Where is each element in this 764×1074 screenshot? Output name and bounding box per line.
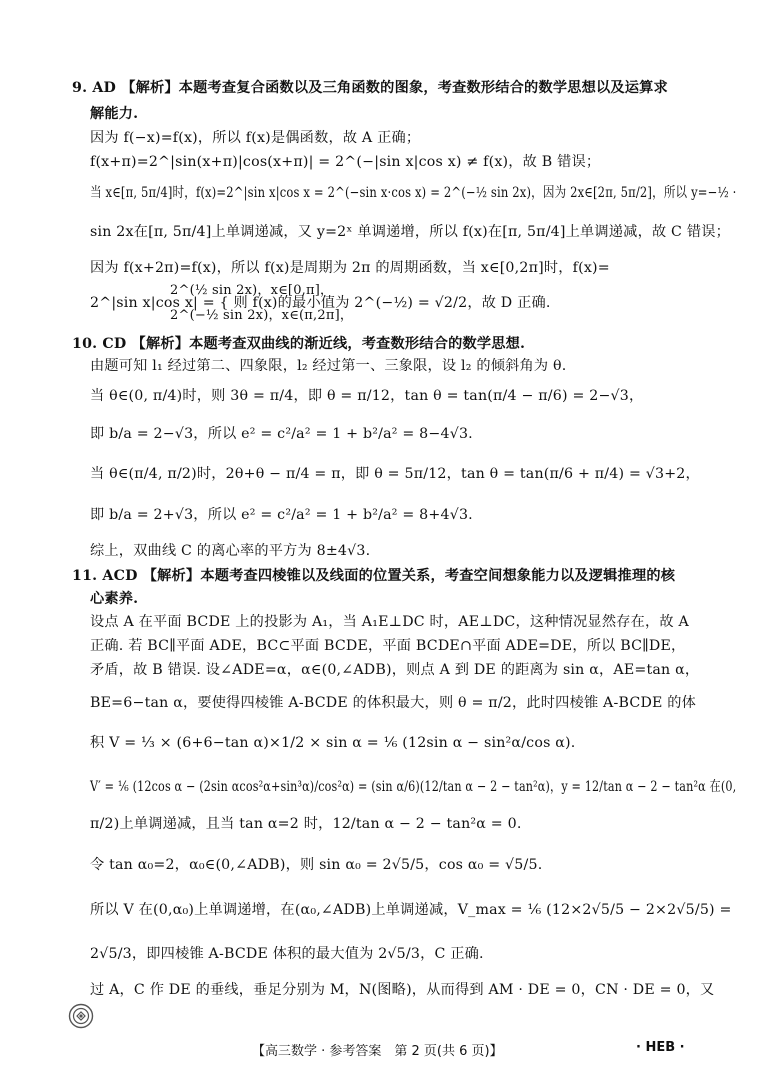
publisher-logo-icon <box>68 1003 94 1029</box>
q9-line-1: 因为 f(−x)=f(x)，所以 f(x)是偶函数，故 A 正确； <box>90 130 421 146</box>
footer-code: · HEB · <box>636 1040 685 1055</box>
q11-heading-cont: 心素养. <box>90 591 139 607</box>
q10-line-5: 即 b/a = 2+√3，所以 e² = c²/a² = 1 + b²/a² = 8+4√3. <box>90 507 473 523</box>
q11-line-2: 正确. 若 BC∥平面 ADE，BC⊂平面 BCDE，平面 BCDE∩平面 ADE=DE，所以 BC∥DE， <box>90 638 686 654</box>
q10-heading: 10. CD 【解析】本题考查双曲线的渐近线，考查数形结合的数学思想. <box>72 336 526 352</box>
q11-line-7: π/2)上单调递减，且当 tan α=2 时，12/tan α − 2 − tan²α = 0. <box>90 816 522 832</box>
q10-line-1: 由题可知 l₁ 经过第二、四象限，l₂ 经过第一、三象限，设 l₂ 的倾斜角为 θ. <box>90 358 567 374</box>
q9-heading-cont: 解能力. <box>90 106 139 122</box>
q11-line-3: 矛盾，故 B 错误. 设∠ADE=α，α∈(0,∠ADB)，则点 A 到 DE 的距离为 sin α，AE=tan α， <box>90 662 700 678</box>
q10-line-3: 即 b/a = 2−√3，所以 e² = c²/a² = 1 + b²/a² = 8−4√3. <box>90 426 473 442</box>
q10-line-6: 综上，双曲线 C 的离心率的平方为 8±4√3. <box>90 543 371 559</box>
q9-piecewise-top: 2^(½ sin 2x)，x∈[0,π]， <box>170 283 334 298</box>
q11-line-1: 设点 A 在平面 BCDE 上的投影为 A₁，当 A₁E⊥DC 时，AE⊥DC，这种情况显然存在，故 A <box>90 614 689 630</box>
q11-line-9: 所以 V 在(0,α₀)上单调递增，在(α₀,∠ADB)上单调递减，V_max = ⅙ (12×2√5/5 − 2×2√5/5) = <box>90 902 732 918</box>
q9-line-6: 2^|sin x|cos x| = { 则 f(x)的最小值为 2^(−½) = √2/2，故 D 正确. <box>90 295 551 311</box>
q9-line-3: 当 x∈[π, 5π/4]时，f(x)=2^|sin x|cos x = 2^(−sin x·cos x) = 2^(−½ sin 2x)，因为 2x∈[2π, 5π/2]，所以 y=−½ · <box>90 185 737 201</box>
q10-line-2: 当 θ∈(0, π/4)时，则 3θ = π/4，即 θ = π/12，tan θ = tan(π/4 − π/6) = 2−√3， <box>90 388 644 404</box>
q11-line-10: 2√5/3，即四棱锥 A-BCDE 体积的最大值为 2√5/3，C 正确. <box>90 946 484 962</box>
page-footer: 【高三数学 · 参考答案 第 2 页(共 6 页)】 <box>252 1044 503 1059</box>
q11-line-6: V′ = ⅙ (12cos α − (2sin αcos²α+sin³α)/cos²α) = (sin α/6)(12/tan α − 2 − tan²α)，y = 12/tan α − 2 − tan²α 在(0, <box>90 779 737 795</box>
q9-line-5: 因为 f(x+2π)=f(x)，所以 f(x)是周期为 2π 的周期函数，当 x∈[0,2π]时，f(x)= <box>90 260 610 276</box>
q9-heading: 9. AD 【解析】本题考查复合函数以及三角函数的图象，考查数形结合的数学思想以及运算求 <box>72 80 668 96</box>
q11-line-8: 令 tan α₀=2，α₀∈(0,∠ADB)，则 sin α₀ = 2√5/5，cos α₀ = √5/5. <box>90 857 543 873</box>
q11-line-4: BE=6−tan α，要使得四棱锥 A-BCDE 的体积最大，则 θ = π/2，此时四棱锥 A-BCDE 的体 <box>90 695 697 711</box>
q10-line-4: 当 θ∈(π/4, π/2)时，2θ+θ − π/4 = π，即 θ = 5π/12，tan θ = tan(π/6 + π/4) = √3+2， <box>90 466 700 482</box>
q9-piecewise-bottom: 2^(−½ sin 2x)，x∈(π,2π]， <box>170 308 354 323</box>
q11-line-11: 过 A，C 作 DE 的垂线，垂足分别为 M，N(图略)，从而得到 AM · DE = 0，CN · DE = 0，又 <box>90 982 715 998</box>
q9-line-4: sin 2x在[π, 5π/4]上单调递减，又 y=2ˣ 单调递增，所以 f(x)在[π, 5π/4]上单调递减，故 C 错误； <box>90 224 730 240</box>
q9-line-2: f(x+π)=2^|sin(x+π)|cos(x+π)| = 2^(−|sin x|cos x) ≠ f(x)，故 B 错误； <box>90 154 601 170</box>
q11-line-5: 积 V = ⅓ × (6+6−tan α)×1/2 × sin α = ⅙ (12sin α − sin²α/cos α). <box>90 735 576 751</box>
q11-heading: 11. ACD 【解析】本题考查四棱锥以及线面的位置关系，考查空间想象能力以及逻辑推理的核 <box>72 568 676 584</box>
